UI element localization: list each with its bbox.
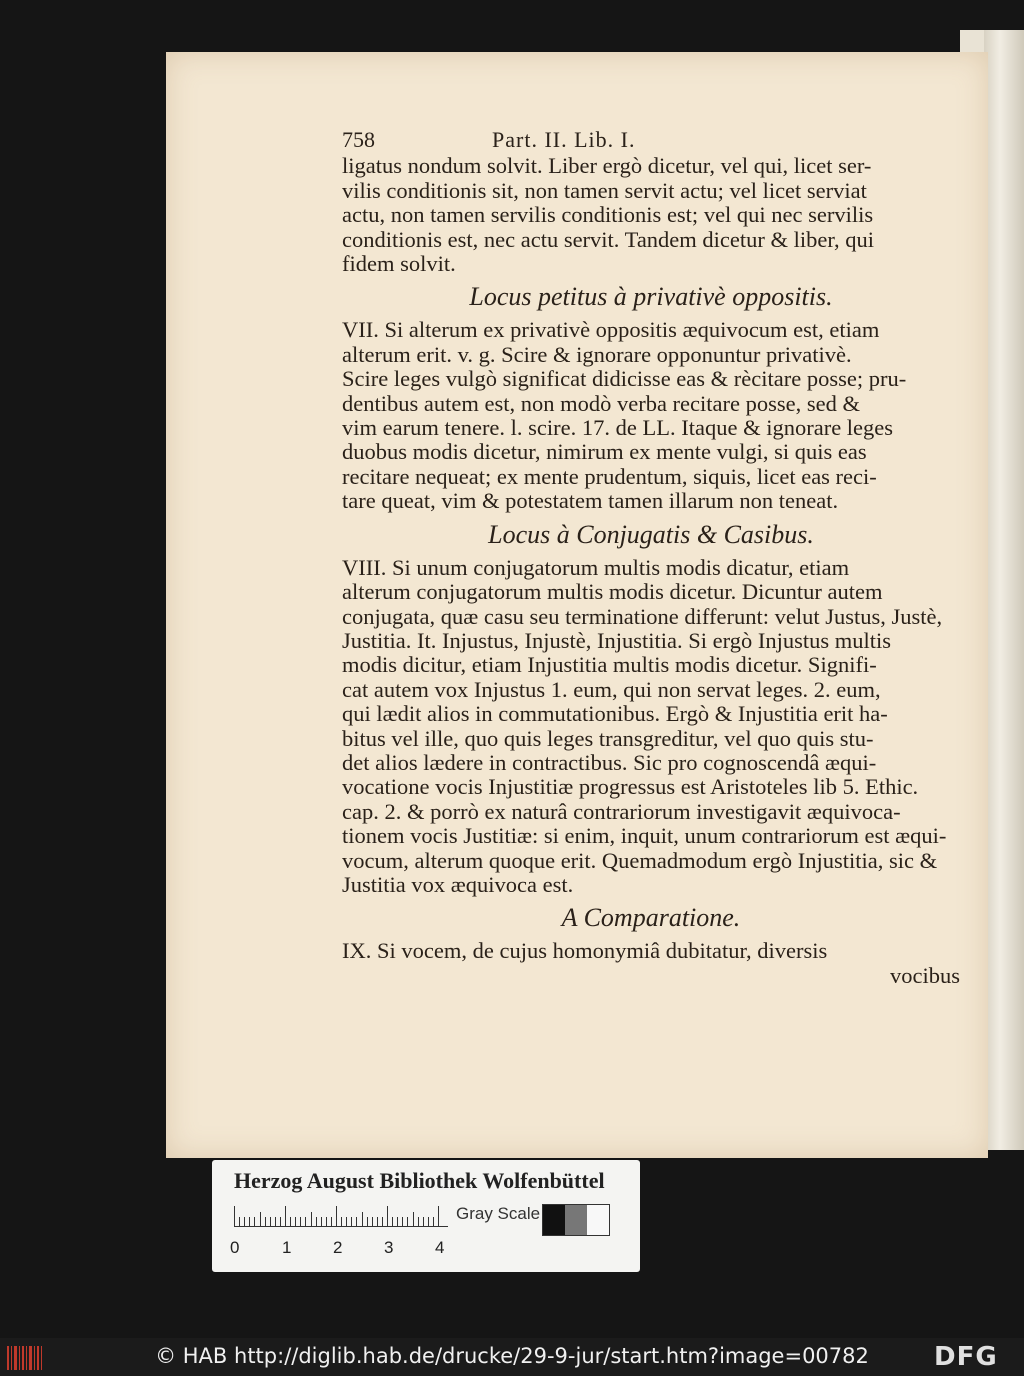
gray-scale-label: Gray Scale [456,1204,541,1223]
ruler-tick [234,1206,235,1226]
text-line: bitus vel ille, quo quis leges transgreditur, vel quo quis stu- [342,726,874,751]
ruler-tick [438,1206,439,1226]
text-line: Scire leges vulgò significat didicisse eas & rècitare posse; pru- [342,367,907,392]
adjacent-page-shadow [984,30,1024,1150]
ruler-tick [418,1217,419,1226]
text-line: conjugata, quæ casu seu terminatione differunt: velut Justus, Justè, [342,604,943,629]
section-heading: Locus à Conjugatis & Casibus. [488,519,814,549]
ruler-tick [239,1217,240,1226]
text-line: conditionis est, nec actu servit. Tandem dicetur & liber, qui [342,227,874,252]
ruler-tick [413,1212,414,1226]
ruler-tick [367,1217,368,1226]
ruler-tick [336,1206,337,1226]
ruler-tick [341,1217,342,1226]
text-line: VIII. Si unum conjugatorum multis modis dicatur, etiam [342,555,850,580]
ruler-number: 0 [230,1238,240,1257]
viewer-footer [0,1338,1024,1376]
text-line: Justitia. It. Injustus, Injustè, Injustitia. Si ergò Injustus multis [342,628,891,653]
ruler-tick [392,1217,393,1226]
section-heading: Locus petitus à privativè oppositis. [469,282,833,312]
text-line: IX. Si vocem, de cujus homonymiâ dubitatur, diversis [342,939,828,964]
ruler-tick [244,1217,245,1226]
gray-scale-swatches [542,1204,610,1236]
ruler-tick [254,1217,255,1226]
ruler-tick [300,1217,301,1226]
text-line: cat autem vox Injustus 1. eum, qui non servat leges. 2. eum, [342,677,881,702]
text-line: recitare nequeat; ex mente prudentum, siquis, licet eas reci- [342,464,877,489]
text-line: vocum, alterum quoque erit. Quemadmodum ergò Injustitia, sic & [342,848,938,873]
text-line: duobus modis dicetur, nimirum ex mente vulgi, si quis eas [342,440,867,465]
text-line: tare queat, vim & potestatem tamen illarum non teneat. [342,489,839,514]
ruler-tick [372,1217,373,1226]
ruler-tick [433,1217,434,1226]
text-line: VII. Si alterum ex privativè oppositis æquivocum est, etiam [342,318,880,343]
ruler-tick [326,1217,327,1226]
ruler-number: 1 [282,1238,292,1257]
text-line: ligatus nondum solvit. Liber ergò dicetur, vel qui, licet ser- [342,154,872,179]
swatch-black [543,1205,565,1235]
ruler-tick [423,1217,424,1226]
ruler-tick [280,1217,281,1226]
ruler-tick [275,1217,276,1226]
ruler-tick [321,1217,322,1226]
library-label-card [212,1160,640,1272]
text-line: vilis conditionis sit, non tamen servit actu; vel licet serviat [342,178,867,203]
text-line: cap. 2. & porrò ex naturâ contrariorum investigavit æquivoca- [342,799,901,824]
ruler-tick [290,1217,291,1226]
text-line: modis dicitur, etiam Injustitia multis modis dicetur. Signifi- [342,653,877,678]
ruler-tick [249,1217,250,1226]
ruler-tick [407,1217,408,1226]
ruler-tick [305,1217,306,1226]
text-line: dentibus autem est, non modò verba recitare posse, sed & [342,391,860,416]
ruler-tick [377,1217,378,1226]
ruler-tick [402,1217,403,1226]
ruler-tick [285,1206,286,1226]
scale-ruler [234,1206,448,1227]
ruler-tick [351,1217,352,1226]
text-line: vim earum tenere. l. scire. 17. de LL. Itaque & ignorare leges [342,416,894,441]
ruler-tick [397,1217,398,1226]
page-number: 758 [342,127,375,152]
ruler-tick [362,1212,363,1226]
running-header [342,128,960,152]
dfg-logo: DFG [934,1342,998,1372]
text-line: vocatione vocis Injustitiæ progressus est Aristoteles lib 5. Ethic. [342,775,919,800]
ruler-number: 2 [333,1238,343,1257]
running-title: Part. II. Lib. I. [492,127,636,152]
ruler-number: 3 [384,1238,394,1257]
ruler-tick [260,1212,261,1226]
ruler-tick [387,1206,388,1226]
ruler-tick [331,1217,332,1226]
text-line: qui lædit alios in commutationibus. Ergò & Injustitia erit ha- [342,702,888,727]
ruler-tick [346,1217,347,1226]
swatch-gray [565,1205,587,1235]
ruler-tick [295,1217,296,1226]
page-text [342,128,960,988]
ruler-tick [265,1217,266,1226]
ruler-tick [311,1212,312,1226]
text-line: alterum erit. v. g. Scire & ignorare opponuntur privativè. [342,342,852,367]
swatch-white [587,1205,609,1235]
text-line: Justitia vox æquivoca est. [342,872,574,897]
section-heading: A Comparatione. [561,903,741,933]
text-line: alterum conjugatorum multis modis dicetur. Dicuntur autem [342,580,883,605]
library-name: Herzog August Bibliothek Wolfenbüttel [234,1168,605,1193]
ruler-tick [428,1217,429,1226]
ruler-tick [382,1217,383,1226]
text-line: tionem vocis Justitiæ: si enim, inquit, unum contrariorum est æqui- [342,824,947,849]
ruler-tick [316,1217,317,1226]
copyright-link[interactable]: © HAB http://diglib.hab.de/drucke/29-9-jur/start.htm?image=00782 [155,1344,869,1368]
text-line: det alios lædere in contractibus. Sic pro cognoscendâ æqui- [342,750,877,775]
barcode-icon [6,1344,44,1372]
text-line: actu, non tamen servilis conditionis est; vel qui nec servilis [342,203,874,228]
text-line: fidem solvit. [342,252,456,277]
ruler-tick [356,1217,357,1226]
catchword: vocibus [890,963,960,988]
ruler-number: 4 [435,1238,445,1257]
ruler-tick [270,1217,271,1226]
